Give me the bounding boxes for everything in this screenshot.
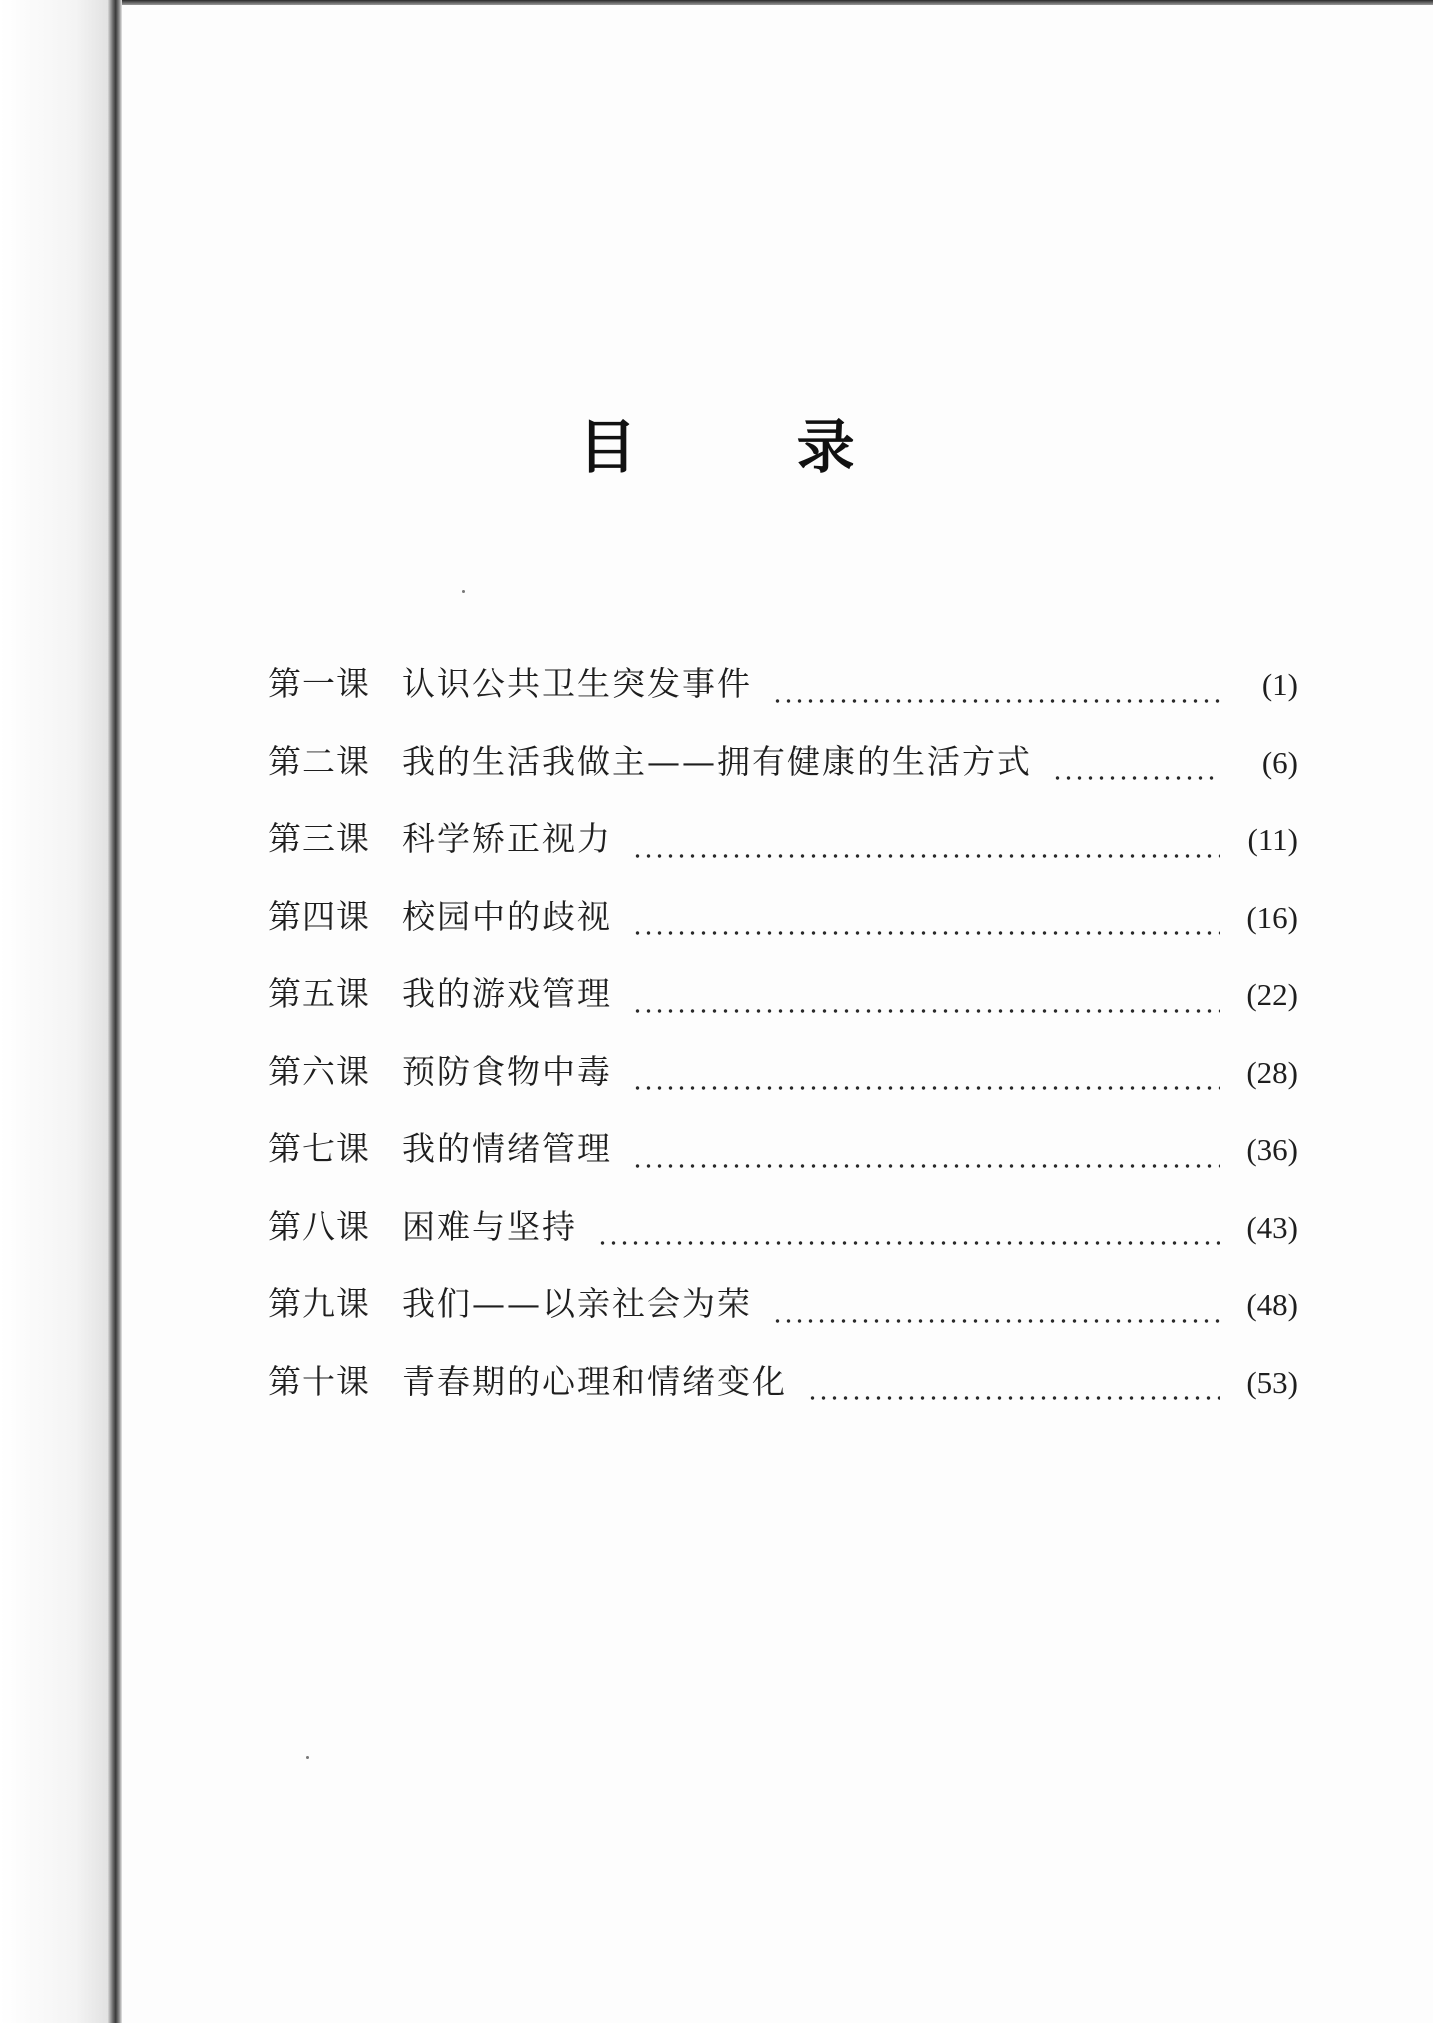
toc-entry-6[interactable] bbox=[268, 1046, 1298, 1124]
toc-entry-8[interactable] bbox=[268, 1201, 1298, 1279]
page-number: (16) bbox=[1246, 899, 1298, 935]
lesson-title: 科学矫正视力 bbox=[402, 819, 612, 858]
page-top-edge bbox=[122, 0, 1433, 5]
lesson-number: 第六课 bbox=[268, 1051, 370, 1091]
scan-speck bbox=[462, 590, 465, 593]
dot-leader bbox=[597, 1238, 1220, 1248]
lesson-number: 第二课 bbox=[268, 741, 370, 781]
toc-entry-3[interactable] bbox=[268, 813, 1298, 891]
toc-entry-9[interactable] bbox=[268, 1278, 1298, 1356]
scan-speck bbox=[306, 1756, 309, 1759]
lesson-number: 第九课 bbox=[268, 1284, 370, 1323]
lesson-title: 困难与坚持 bbox=[402, 1206, 577, 1246]
page-number: (48) bbox=[1246, 1287, 1298, 1322]
lesson-number: 第三课 bbox=[268, 819, 370, 858]
page-binding-shadow bbox=[0, 0, 108, 2023]
lesson-number: 第七课 bbox=[268, 1129, 370, 1168]
toc-entry-1[interactable] bbox=[268, 658, 1298, 736]
lesson-title: 我的生活我做主——拥有健康的生活方式 bbox=[402, 741, 1032, 781]
page-number: (53) bbox=[1246, 1364, 1298, 1400]
dot-leader bbox=[632, 1083, 1220, 1093]
dot-leader bbox=[632, 928, 1220, 938]
toc-entry-10[interactable] bbox=[268, 1356, 1298, 1434]
toc-entry-4[interactable] bbox=[268, 891, 1298, 969]
lesson-title: 我们——以亲社会为荣 bbox=[402, 1284, 752, 1323]
dot-leader bbox=[632, 1006, 1220, 1016]
toc-entry-5[interactable] bbox=[268, 968, 1298, 1046]
lesson-number: 第五课 bbox=[268, 974, 370, 1013]
lesson-title: 青春期的心理和情绪变化 bbox=[402, 1361, 787, 1401]
lesson-title: 我的游戏管理 bbox=[402, 974, 612, 1013]
lesson-number: 第八课 bbox=[268, 1206, 370, 1246]
dot-leader bbox=[772, 696, 1220, 706]
dot-leader bbox=[772, 1316, 1220, 1326]
dot-leader bbox=[632, 1161, 1220, 1171]
lesson-number: 第十课 bbox=[268, 1361, 370, 1401]
lesson-title: 认识公共卫生突发事件 bbox=[402, 664, 752, 703]
lesson-title: 校园中的歧视 bbox=[402, 896, 612, 936]
dot-leader bbox=[632, 851, 1220, 861]
toc-entry-2[interactable] bbox=[268, 736, 1298, 814]
lesson-title: 我的情绪管理 bbox=[402, 1129, 612, 1168]
page-number: (36) bbox=[1246, 1132, 1298, 1167]
lesson-number: 第四课 bbox=[268, 896, 370, 936]
page-number: (6) bbox=[1261, 744, 1298, 780]
page-number: (28) bbox=[1246, 1054, 1298, 1090]
lesson-number: 第一课 bbox=[268, 664, 370, 703]
page-number: (43) bbox=[1246, 1209, 1298, 1245]
page-binding-edge bbox=[108, 0, 122, 2023]
page-number: (11) bbox=[1247, 822, 1298, 857]
page-number: (22) bbox=[1246, 977, 1298, 1012]
page-title: 目 录 bbox=[578, 413, 925, 481]
dot-leader bbox=[1052, 773, 1220, 783]
lesson-title: 预防食物中毒 bbox=[402, 1051, 612, 1091]
toc-entry-7[interactable] bbox=[268, 1123, 1298, 1201]
page-number: (1) bbox=[1261, 667, 1298, 702]
table-of-contents bbox=[268, 658, 1298, 1433]
dot-leader bbox=[807, 1393, 1220, 1403]
